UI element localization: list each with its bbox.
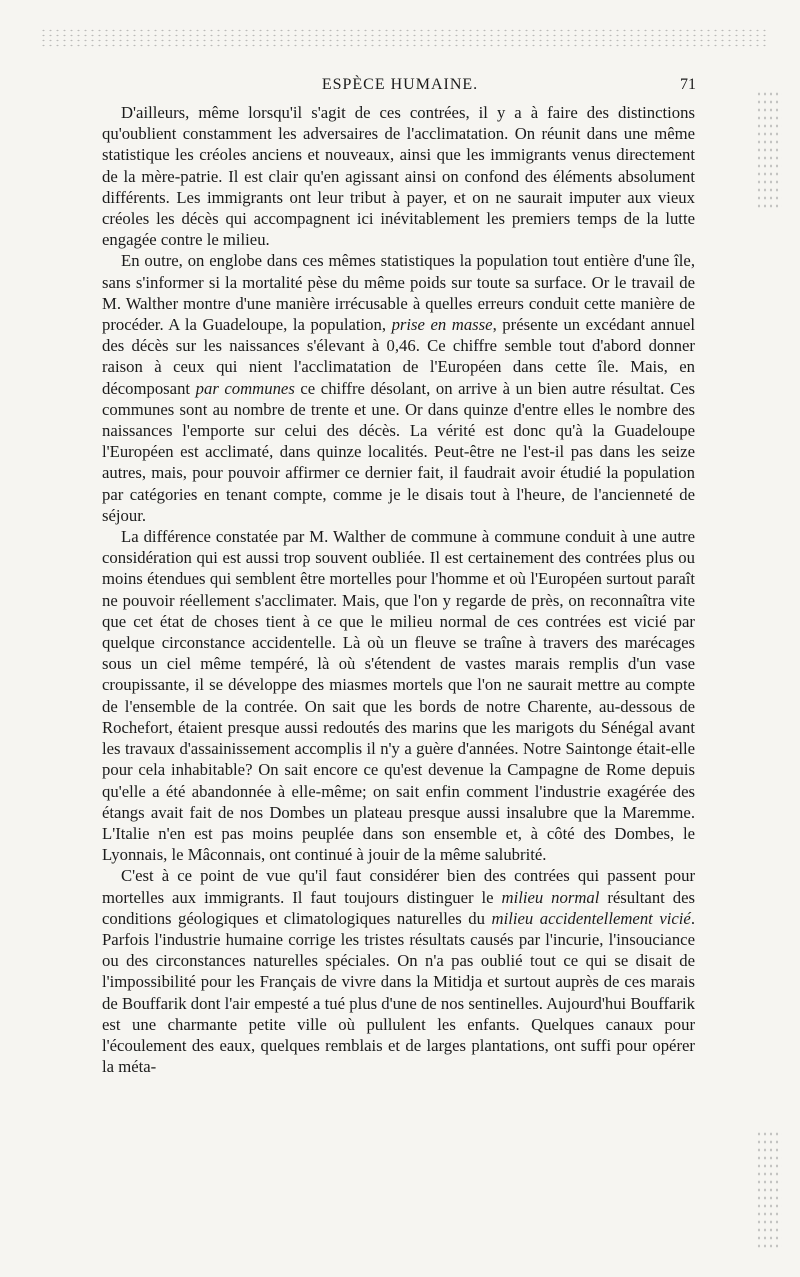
italic-phrase: milieu normal: [501, 887, 600, 907]
text-run: ce chiffre désolant, on arrive à un bien autre résultat. Ces communes sont au nombre de trente et une. Or dans quinze d'entre elles le nombre des naissances l'emporte sur celui des décès. La vérité est donc qu'à la Guadeloupe l'Européen est acclimaté, dans quinze localités. Peut-être ne l'est-il pas dans les seize autres, mais, pour pouvoir affirmer ce dernier fait, il faudrait avoir étudié la population par catégories en tenant compte, comme je le disais tout à l'heure, de l'ancienneté de séjour.: [102, 378, 695, 525]
text-run: D'ailleurs, même lorsqu'il s'agit de ces contrées, il y a à faire des distinctions qu'oublient constamment les adversaires de l'acclimatation. On réunit dans une même statistique les créoles anciens et nouveaux, ainsi que les immigrants venus directement de la mère-patrie. Il est clair qu'en agissant ainsi on confond des éléments absolument différents. Les immigrants ont leur tribut à payer, et on ne saurait imputer aux vieux créoles les décès qui accompagnent ici inévitablement les premiers temps de la lutte engagée contre le milieu.: [102, 103, 695, 250]
paragraph: [102, 865, 695, 1077]
body-text: [102, 102, 695, 1077]
scan-noise-top: [40, 28, 770, 48]
page-number: 71: [680, 76, 696, 93]
text-run: , présente un excédant annuel des décès sur les naissances s'élevant à 0,46. Ce chiffre semble tout d'abord donner raison à ceux qui nient l'acclimatation de l'Européen dans cette île. Mais, en décomposant: [102, 315, 696, 398]
scan-noise-right-lower: [756, 1130, 782, 1250]
italic-phrase: milieu accidentellement vicié: [491, 908, 691, 928]
text-run: C'est à ce point de vue qu'il faut considérer bien des contrées qui passent pour mortelles aux immigrants. Il faut toujours distinguer le: [102, 866, 695, 907]
text-run: En outre, on englobe dans ces mêmes statistiques la population tout entière d'une île, sans s'informer si la mortalité pèse du même poids sur toute sa surface. Or le travail de M. Walther montre d'une manière irrécusable à quelles erreurs conduit cette manière de procéder. A la Guadeloupe, la population,: [102, 251, 695, 335]
paragraph: [102, 526, 695, 865]
paragraph: [102, 102, 695, 250]
paragraph: [102, 250, 695, 526]
italic-phrase: par communes: [195, 378, 295, 398]
scan-noise-right-upper: [756, 90, 782, 210]
text-run: La différence constatée par M. Walther de commune à commune conduit à une autre considération qui est aussi trop souvent oubliée. Il est certainement des contrées plus ou moins étendues qui semblent être mortelles pour l'homme et où l'Européen surtout paraît ne pouvoir réellement s'acclimater. Mais, que l'on y regarde de près, on reconnaîtra vite que cet état de choses tient à ce que le milieu normal de ces contrées est vicié par quelque circonstance accidentelle. Là où un fleuve se traîne à travers des marécages sous un ciel même tempéré, là où s'étendent de vastes marais remplis d'un vase croupissante, il se développe des miasmes mortels que l'on ne saurait mettre au compte de l'ensemble de la contrée. On sait que les bords de notre Charente, au-dessous de Rochefort, étaient presque aussi redoutés des marins que les marigots du Sénégal avant les travaux d'assainissement accomplis il n'y a guère d'années. Notre Saintonge était-elle pour cela inhabitable? On sait encore ce qu'est devenue la Campagne de Rome depuis qu'elle a été abandonnée à elle-même; on sait enfin comment l'industrie exagérée des étangs avait fait de nos Dombes un plateau presque aussi insalubre que la Maremme. L'Italie n'en est pas moins peuplée dans son ensemble et, à côté des Dombes, le Lyonnais, le Mâconnais, ont continué à jouir de la même salubrité.: [102, 527, 695, 865]
text-run: résultant des conditions géologiques et climatologiques naturelles du: [102, 887, 695, 928]
italic-phrase: prise en masse: [391, 315, 493, 335]
page-header: [100, 76, 700, 100]
running-title: ESPÈCE HUMAINE.: [321, 76, 479, 93]
text-run: . Parfois l'industrie humaine corrige les tristes résultats causés par l'incurie, l'insouciance ou des circonstances naturelles spéciales. On n'a pas oublié tout ce qui se disait de l'impossibilité pour les Français de vivre dans la Mitidja et surtout auprès de ces marais de Bouffarik dont l'air empesté a tué plus d'une de nos sentinelles. Aujourd'hui Bouffarik est une charmante petite ville où pullulent les enfants. Quelques canaux pour l'écoulement des eaux, quelques remblais et de larges plantations, ont suffi pour opérer la méta-: [102, 908, 695, 1077]
